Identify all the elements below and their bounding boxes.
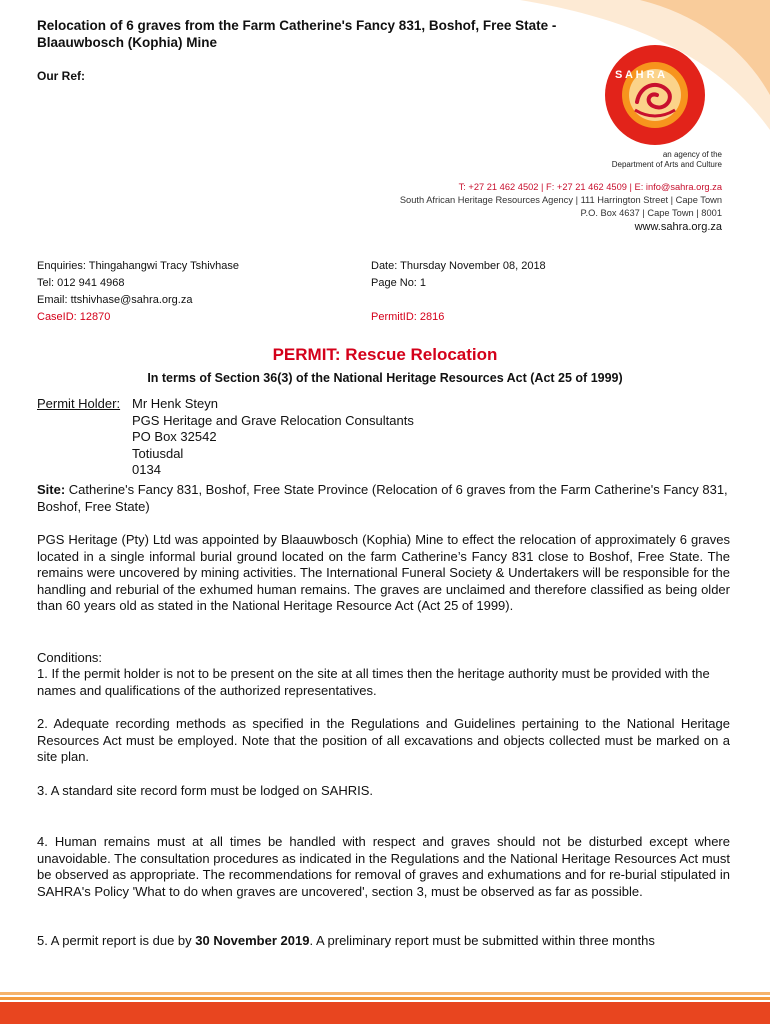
page-number: Page No: 1 bbox=[371, 277, 427, 289]
document-title: Relocation of 6 graves from the Farm Catherine's Fancy 831, Boshof, Free State - Blaauwbosch (Kophia) Mine bbox=[37, 18, 557, 50]
sahra-logo bbox=[585, 40, 725, 150]
permit-subtitle: In terms of Section 36(3) of the National Heritage Resources Act (Act 25 of 1999) bbox=[147, 371, 623, 385]
contact-block bbox=[400, 181, 722, 235]
permit-holder-label: Permit Holder: bbox=[37, 396, 121, 411]
logo-text: S A H R A bbox=[615, 69, 666, 81]
holder-name: Mr Henk Steyn bbox=[132, 396, 218, 411]
intro-paragraph: PGS Heritage (Pty) Ltd was appointed by Blaauwbosch (Kophia) Mine to effect the relocation of approximately 6 graves located in a single informal burial ground located on the farm Catherine’s Fancy 831 close to Boshof, Free State. The remains were uncovered by mining activities. The International Funeral Society & Undertakers will be responsible for the handling and reburial of the exhumed human remains. The graves are unclaimed and therefore classified as being older than 60 years old as stated in the National Heritage Resource Act (Act 25 of 1999). bbox=[37, 532, 730, 614]
department-line: Department of Arts and Culture bbox=[611, 160, 722, 169]
contact-phones: T: +27 21 462 4502 | F: +27 21 462 4509 | E: info@sahra.org.za bbox=[458, 182, 722, 192]
condition-5 bbox=[37, 933, 730, 950]
condition-2: 2. Adequate recording methods as specified in the Regulations and Guidelines pertaining to the National Heritage Resources Act must be employed. Note that the position of all excavations and objects collected must be marked on a site plan. bbox=[37, 716, 730, 765]
date: Date: Thursday November 08, 2018 bbox=[371, 260, 546, 272]
agency-of-text bbox=[612, 150, 722, 170]
enquiries: Enquiries: Thingahangwi Tracy Tshivhase bbox=[37, 260, 239, 272]
holder-town: Totiusdal bbox=[132, 445, 184, 461]
permit-title: PERMIT: Rescue Relocation bbox=[272, 345, 498, 364]
date-details bbox=[371, 258, 546, 326]
site-text: Catherine's Fancy 831, Boshof, Free State Province (Relocation of 6 graves from the Farm Catherine's Fancy 831, Boshof, Free State) bbox=[37, 482, 728, 514]
condition-5-post: . A preliminary report must be submitted within three months bbox=[309, 933, 655, 948]
conditions-heading: Conditions: bbox=[37, 650, 103, 665]
email[interactable]: Email: ttshivhase@sahra.org.za bbox=[37, 294, 193, 306]
condition-4: 4. Human remains must at all times be handled with respect and graves should not be disturbed except where unavoidable. The consultation procedures as indicated in the Regulations and the National Heritage Resources Act must be observed as appropriate. The recommendations for removal of graves and exhumations and for re-burial stipulated in SAHRA's Policy 'What to do when graves are uncovered', section 3, must be observed as far as possible. bbox=[37, 834, 730, 899]
site-label: Site: bbox=[37, 482, 66, 497]
contact-website[interactable]: www.sahra.org.za bbox=[634, 221, 722, 233]
enquiry-details bbox=[37, 258, 239, 326]
permit-holder bbox=[37, 396, 414, 477]
footer-band-decoration bbox=[0, 992, 770, 1024]
report-due-date: 30 November 2019 bbox=[195, 933, 310, 948]
agency-line: an agency of the bbox=[662, 150, 722, 159]
our-ref-label: Our Ref: bbox=[37, 69, 85, 83]
telephone: Tel: 012 941 4968 bbox=[37, 277, 125, 289]
permit-id: PermitID: 2816 bbox=[371, 311, 445, 323]
condition-3: 3. A standard site record form must be lodged on SAHRIS. bbox=[37, 783, 374, 798]
condition-1: 1. If the permit holder is not to be present on the site at all times then the heritage authority must be provided with the names and qualifications of the authorized representatives. bbox=[37, 666, 710, 698]
holder-company: PGS Heritage and Grave Relocation Consultants bbox=[132, 412, 414, 428]
permit-holder-address bbox=[132, 396, 414, 479]
contact-address: South African Heritage Resources Agency | 111 Harrington Street | Cape Town bbox=[399, 195, 722, 205]
contact-pobox: P.O. Box 4637 | Cape Town | 8001 bbox=[580, 208, 722, 218]
holder-po-box: PO Box 32542 bbox=[132, 429, 217, 444]
case-id: CaseID: 12870 bbox=[37, 311, 111, 323]
site-paragraph bbox=[37, 482, 730, 515]
condition-5-pre: 5. A permit report is due by bbox=[37, 933, 196, 948]
holder-code: 0134 bbox=[132, 462, 161, 477]
